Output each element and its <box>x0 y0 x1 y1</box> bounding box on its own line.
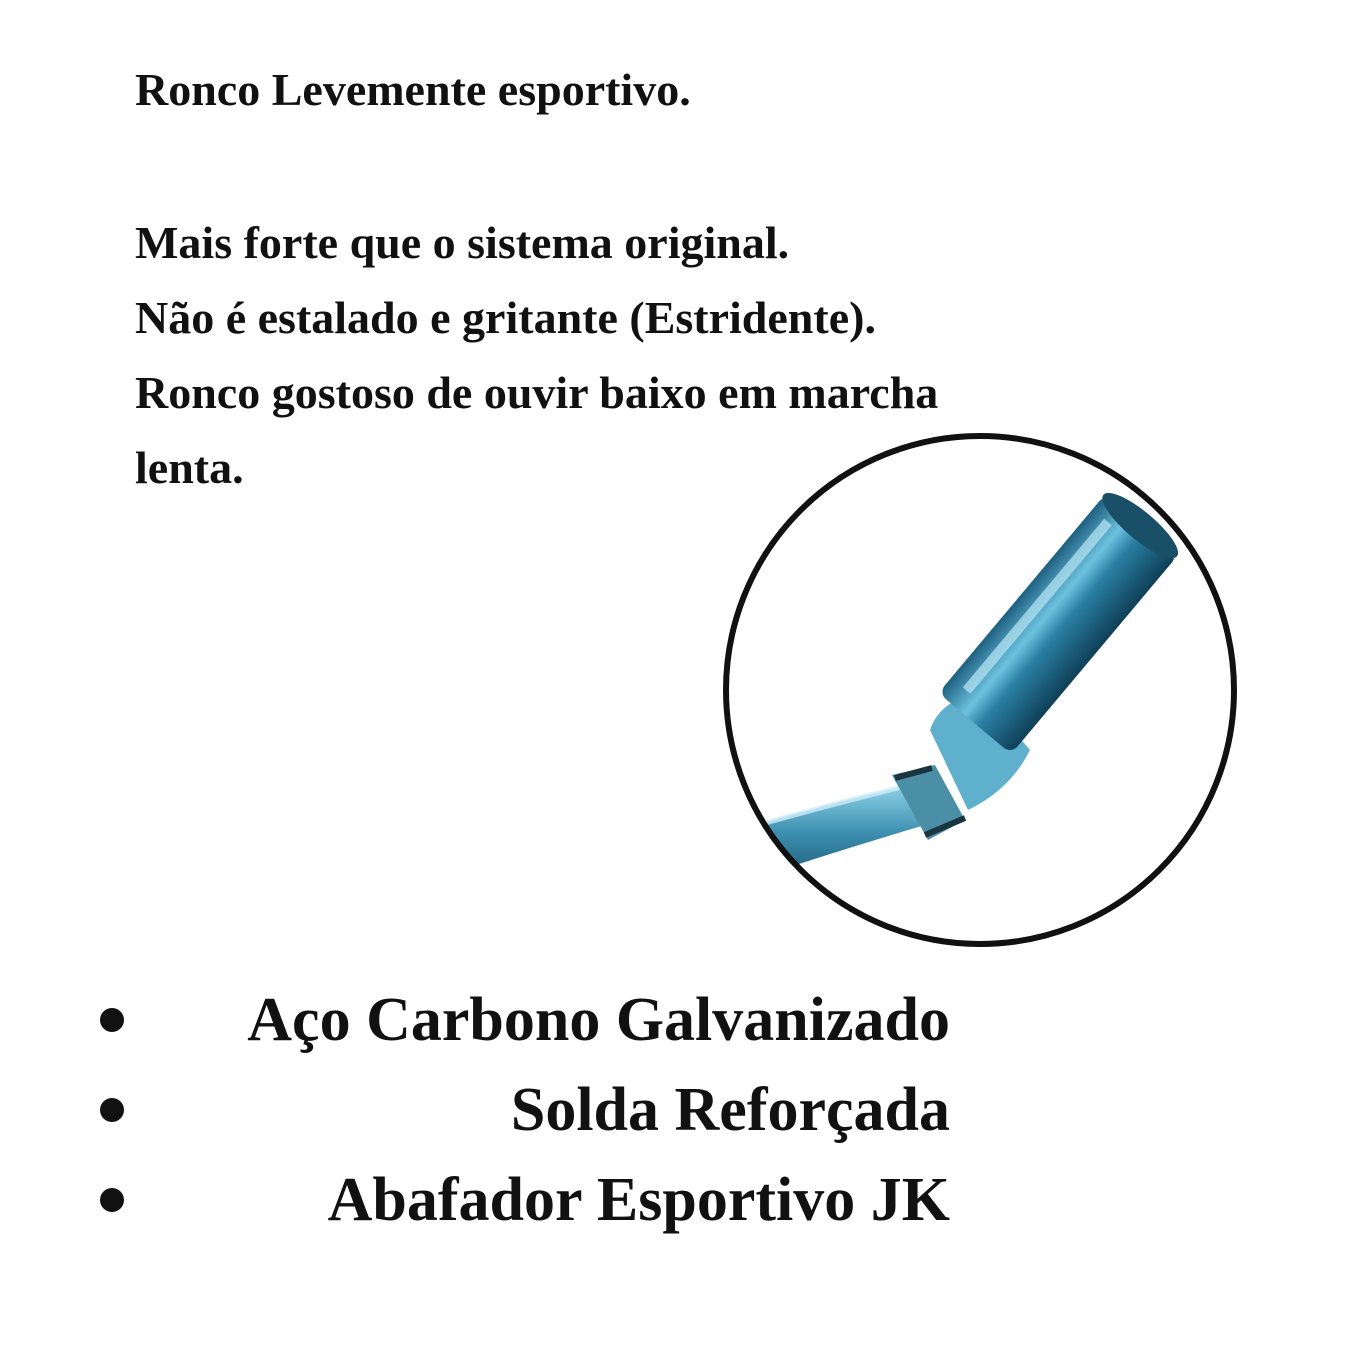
list-item <box>100 975 950 1065</box>
bullet-icon <box>100 1098 124 1122</box>
feature-label: Solda Reforçada <box>510 1075 950 1144</box>
description-line: Não é estalado e gritante (Estridente). <box>135 292 876 343</box>
description-line: Ronco Levemente esportivo. <box>135 64 691 115</box>
feature-list <box>100 975 950 1245</box>
description-line: Ronco gostoso de ouvir baixo em marcha <box>135 367 939 418</box>
list-item <box>100 1065 950 1155</box>
exhaust-pipe-photo <box>720 430 1240 950</box>
list-item <box>100 1155 950 1245</box>
paragraph-gap <box>135 127 1235 205</box>
bullet-icon <box>100 1188 124 1212</box>
feature-label: Abafador Esportivo JK <box>327 1165 950 1234</box>
exhaust-pipe-image <box>720 430 1240 950</box>
bullet-icon <box>100 1008 124 1032</box>
feature-label: Aço Carbono Galvanizado <box>247 985 950 1054</box>
description-line: lenta. <box>135 442 244 493</box>
description-line: Mais forte que o sistema original. <box>135 217 790 268</box>
